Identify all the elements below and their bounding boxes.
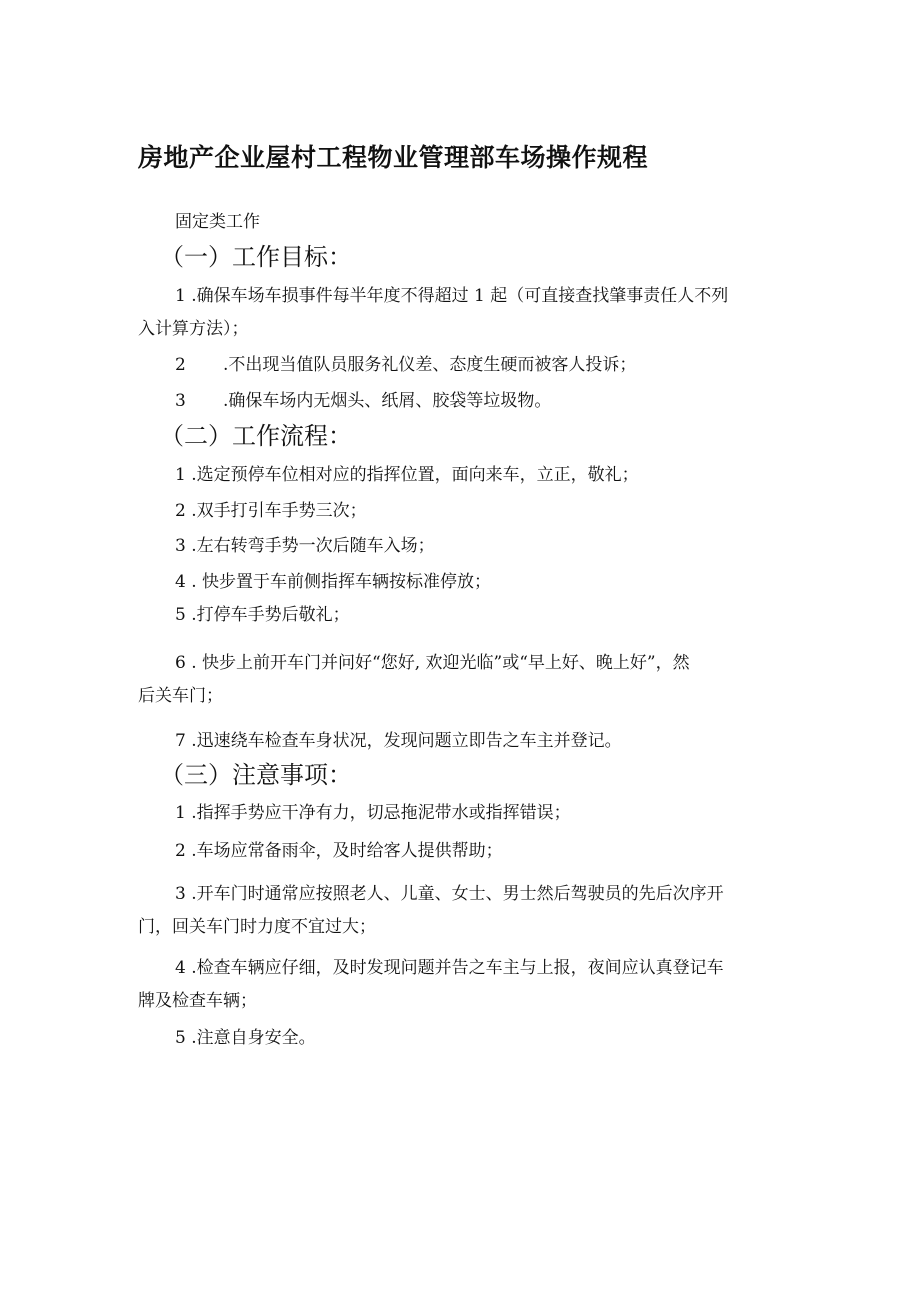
note-item-3 xyxy=(138,882,785,939)
item-text: .不出现当值队员服务礼仪差、态度生硬而被客人投诉； xyxy=(223,355,637,375)
item-number: 4 xyxy=(175,572,186,592)
item-number: 3 xyxy=(175,391,186,411)
item-text: .指挥手势应干净有力，切忌拖泥带水或指挥错误； xyxy=(185,803,571,823)
process-item-4 xyxy=(175,570,491,594)
item-text: .注意自身安全。 xyxy=(185,1028,316,1048)
note-item-1 xyxy=(175,801,571,825)
item-text: .检查车辆应仔细，及时发现问题并告之车主与上报，夜间应认真登记车 xyxy=(185,958,724,978)
intro-text: 固定类工作 xyxy=(175,212,260,232)
item-text: .确保车场内无烟头、纸屑、胶袋等垃圾物。 xyxy=(223,391,552,411)
section-heading-process: （二）工作流程： xyxy=(160,422,352,450)
item-number: 7 xyxy=(175,731,186,751)
item-text: .确保车场车损事件每半年度不得超过 1 起（可直接查找肇事责任人不列 xyxy=(185,286,729,306)
item-number: 1 xyxy=(175,286,186,306)
process-item-3 xyxy=(175,534,435,558)
item-text-continuation: 入计算方法）； xyxy=(138,319,249,339)
note-item-5 xyxy=(175,1026,316,1050)
item-text: . 快步上前开车门并问好“您好, 欢迎光临”或“早上好、晚上好”，然 xyxy=(185,653,690,673)
item-number: 4 xyxy=(175,958,186,978)
item-text: .选定预停车位相对应的指挥位置，面向来车，立正，敬礼； xyxy=(185,465,639,485)
process-item-5 xyxy=(175,603,350,627)
note-item-4 xyxy=(138,956,785,1013)
section-heading-notes: （三）注意事项： xyxy=(160,761,352,789)
item-number: 5 xyxy=(175,605,186,625)
item-number: 2 xyxy=(175,501,186,521)
process-item-6 xyxy=(138,651,785,708)
item-number: 1 xyxy=(175,465,186,485)
note-item-2 xyxy=(175,839,503,863)
process-item-7 xyxy=(175,729,622,753)
item-number: 3 xyxy=(175,884,186,904)
item-number: 5 xyxy=(175,1028,186,1048)
item-text-continuation: 后关车门； xyxy=(138,686,223,706)
goal-item-2 xyxy=(175,353,636,377)
goal-item-1 xyxy=(138,284,785,341)
item-text: .迅速绕车检查车身状况，发现问题立即告之车主并登记。 xyxy=(185,731,622,751)
item-number: 3 xyxy=(175,536,186,556)
process-item-1 xyxy=(175,463,639,487)
item-text: .车场应常备雨伞，及时给客人提供帮助； xyxy=(185,841,503,861)
item-text-continuation: 门，回关车门时力度不宜过大； xyxy=(138,917,376,937)
goal-item-3 xyxy=(175,389,551,413)
item-text: .打停车手势后敬礼； xyxy=(185,605,350,625)
section-heading-goals: （一）工作目标： xyxy=(160,243,352,271)
item-text: .开车门时通常应按照老人、儿童、女士、男士然后驾驶员的先后次序开 xyxy=(185,884,724,904)
item-text: .双手打引车手势三次； xyxy=(185,501,367,521)
item-number: 1 xyxy=(175,803,186,823)
item-text-continuation: 牌及检查车辆； xyxy=(138,991,257,1011)
item-number: 2 xyxy=(175,841,186,861)
process-item-2 xyxy=(175,499,367,523)
item-number: 2 xyxy=(175,355,186,375)
item-number: 6 xyxy=(175,653,186,673)
item-text: . 快步置于车前侧指挥车辆按标准停放； xyxy=(185,572,492,592)
item-text: .左右转弯手势一次后随车入场； xyxy=(185,536,435,556)
document-title: 房地产企业屋村工程物业管理部车场操作规程 xyxy=(138,143,649,172)
